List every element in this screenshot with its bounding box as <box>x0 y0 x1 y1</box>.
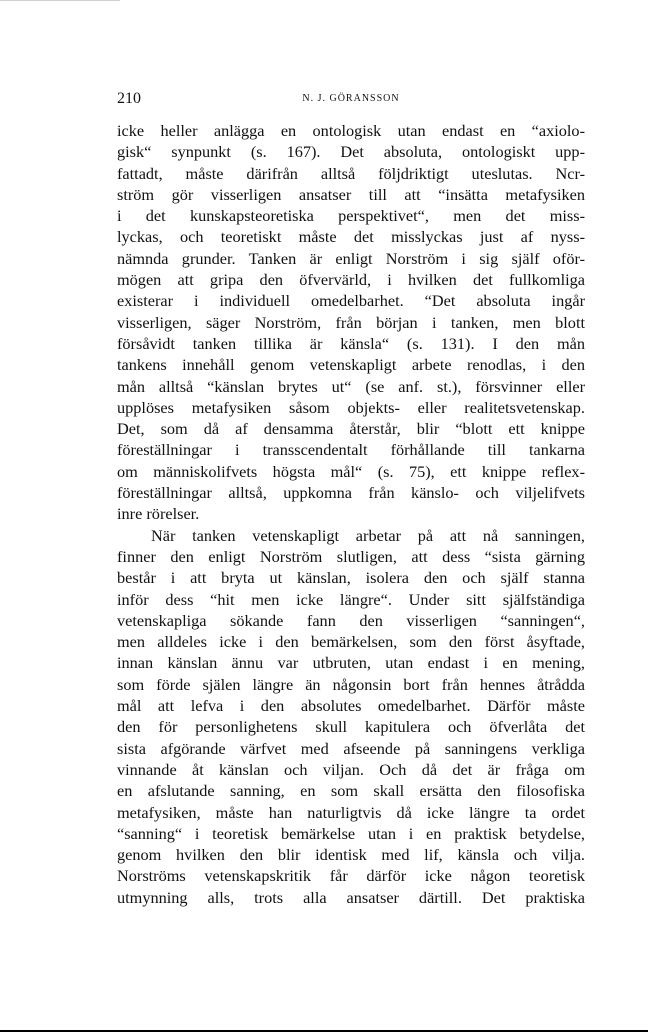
page-number: 210 <box>117 90 141 107</box>
text-line: tankens innehåll genom vetenskapligt arbete renodlas, i den <box>117 355 585 375</box>
text-line: icke heller anlägga en ontologisk utan endast en “axiolo- <box>117 121 585 140</box>
page-header <box>117 89 585 109</box>
text-line-paragraph-start: När tanken vetenskapligt arbetar på att nå sanningen, <box>151 525 585 545</box>
text-line: ström gör visserligen ansatser till att “insätta metafysiken <box>117 184 585 204</box>
text-line: “sanning“ i teoretisk bemärkelse utan i en praktisk betydelse, <box>117 823 585 843</box>
text-line: består i att bryta ut känslan, isolera den och själf stanna <box>117 568 585 588</box>
text-line: i det kunskapsteoretiska perspektivet“, men det miss- <box>117 206 585 226</box>
text-line: upplöses metafysiken såsom objekts- eller realitetsvetenskap. <box>117 397 585 417</box>
running-head: N. J. GÖRANSSON <box>302 93 400 104</box>
text-line: fattadt, måste därifrån alltså följdriktigt uteslutas. Ncr- <box>117 163 585 183</box>
text-line: den för personlighetens skull kapitulera och öfverlåta det <box>117 717 585 737</box>
text-line: genom hvilken den blir identisk med lif, känsla och vilja. <box>117 845 585 865</box>
text-line: innan känslan ännu var utbruten, utan endast i en mening, <box>117 653 585 673</box>
scan-edge-bottom <box>0 1030 648 1032</box>
text-line: vetenskapliga sökande fann den visserligen “sanningen“, <box>117 610 585 630</box>
text-line: mögen att gripa den öfvervärld, i hvilken det fullkomliga <box>117 270 585 290</box>
text-line: finner den enligt Norström slutligen, att dess “sista gärning <box>117 546 585 566</box>
text-line: gisk“ synpunkt (s. 167). Det absoluta, ontologiskt upp- <box>117 142 585 162</box>
text-line: som förde själen längre än någonsin bort från hennes åtrådda <box>117 674 585 694</box>
text-line: om människolifvets högsta mål“ (s. 75), ett knippe reflex- <box>117 461 585 481</box>
text-line: Det, som då af densamma återstår, blir “blott ett knippe <box>117 419 585 439</box>
text-line: en afslutande sanning, en som skall ersätta den filosofiska <box>117 781 585 801</box>
text-line: föreställningar alltså, uppkomna från känslo- och viljelifvets <box>117 483 585 503</box>
text-line: försåvidt tanken tillika är känsla“ (s. 131). I den mån <box>117 333 585 353</box>
text-line-paragraph-end: inre rörelser. <box>117 504 200 524</box>
text-line: metafysiken, måste han naturligtvis då icke längre ta ordet <box>117 802 585 822</box>
text-line: inför dess “hit men icke längre“. Under sitt själfständiga <box>117 589 585 609</box>
scan-edge-top <box>0 0 120 1</box>
text-line: sista afgörande värfvet med afseende på sanningens verkliga <box>117 738 585 758</box>
text-line: mål att lefva i den absolutes omedelbarhet. Därför måste <box>117 696 585 716</box>
text-line: föreställningar i transscendentalt förhållande till tankarna <box>117 440 585 460</box>
text-line: Norströms vetenskapskritik får därför icke någon teoretisk <box>117 866 585 886</box>
text-line: existerar i individuell omedelbarhet. “Det absoluta ingår <box>117 291 585 311</box>
text-line: men alldeles icke i den bemärkelsen, som den först åsyftade, <box>117 632 585 652</box>
text-line: utmynning alls, trots alla ansatser därtill. Det praktiska <box>117 887 585 907</box>
text-line: lyckas, och teoretiskt måste det misslyckas just af nyss- <box>117 227 585 247</box>
text-line: visserligen, säger Norström, från början i tanken, men blott <box>117 312 585 332</box>
text-line: mån alltså “känslan brytes ut“ (se anf. st.), försvinner eller <box>117 376 585 396</box>
text-line: vinnande åt känslan och viljan. Och då det är fråga om <box>117 759 585 779</box>
text-line: nämnda grunder. Tanken är enligt Norström i sig själf oför- <box>117 248 585 268</box>
body-text <box>117 120 585 908</box>
